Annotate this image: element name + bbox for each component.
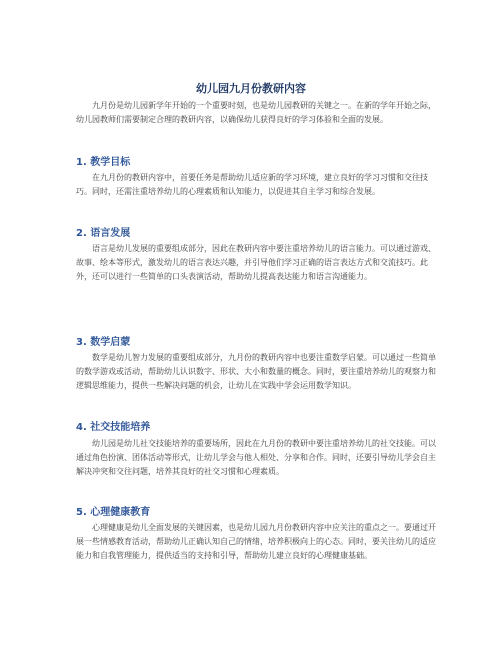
section-heading-math: 3. 数学启蒙 xyxy=(76,337,131,348)
section-body-math: 数学是幼儿智力发展的重要组成部分，九月份的教研内容中也要注重数学启蒙。可以通过一些简单的数学游戏或活动，帮助幼儿认识数字、形状、大小和数量的概念。同时，要注重培养幼儿的观察力和逻辑思维能力，提供一些解决问题的机会，让幼儿在实践中学会运用数学知识。 xyxy=(76,353,436,390)
intro-paragraph: 九月份是幼儿园新学年开始的一个重要时刻，也是幼儿园教研的关键之一。在新的学年开始之际，幼儿园教师们需要制定合理的教研内容，以确保幼儿获得良好的学习体验和全面的发展。 xyxy=(76,101,436,124)
section-body-social: 幼儿园是幼儿社交技能培养的重要场所，因此在九月份的教研中要注重培养幼儿的社交技能。可以通过角色扮演、团体活动等形式，让幼儿学会与他人相处、分享和合作。同时，还要引导幼儿学会自主解决冲突和交往问题，培养其良好的社交习惯和心理素质。 xyxy=(76,439,436,476)
section-body-mental-health: 心理健康是幼儿全面发展的关键因素，也是幼儿园九月份教研内容中应关注的重点之一。要通过开展一些情感教育活动，帮助幼儿正确认知自己的情绪，培养积极向上的心态。同时，要关注幼儿的适应能力和自我管理能力，提供适当的支持和引导，帮助幼儿建立良好的心理健康基础。 xyxy=(76,523,436,560)
section-heading-teaching-goals: 1. 教学目标 xyxy=(76,157,131,168)
section-heading-social: 4. 社交技能培养 xyxy=(76,422,151,433)
section-body-teaching-goals: 在九月份的教研内容中，首要任务是帮助幼儿适应新的学习环境，建立良好的学习习惯和交往技巧。同时，还需注重培养幼儿的心理素质和认知能力，以促进其自主学习和综合发展。 xyxy=(76,173,428,196)
section-heading-language: 2. 语言发展 xyxy=(76,228,131,239)
section-heading-mental-health: 5. 心理健康教育 xyxy=(76,507,151,518)
document-title: 幼儿园九月份教研内容 xyxy=(196,82,306,95)
section-body-language: 语言是幼儿发展的重要组成部分，因此在教研内容中要注重培养幼儿的语言能力。可以通过游戏、故事、绘本等形式，激发幼儿的语言表达兴趣，并引导他们学习正确的语言表达方式和交流技巧。此外，还可以进行一些简单的口头表演活动，帮助幼儿提高表达能力和语言沟通能力。 xyxy=(76,244,436,281)
